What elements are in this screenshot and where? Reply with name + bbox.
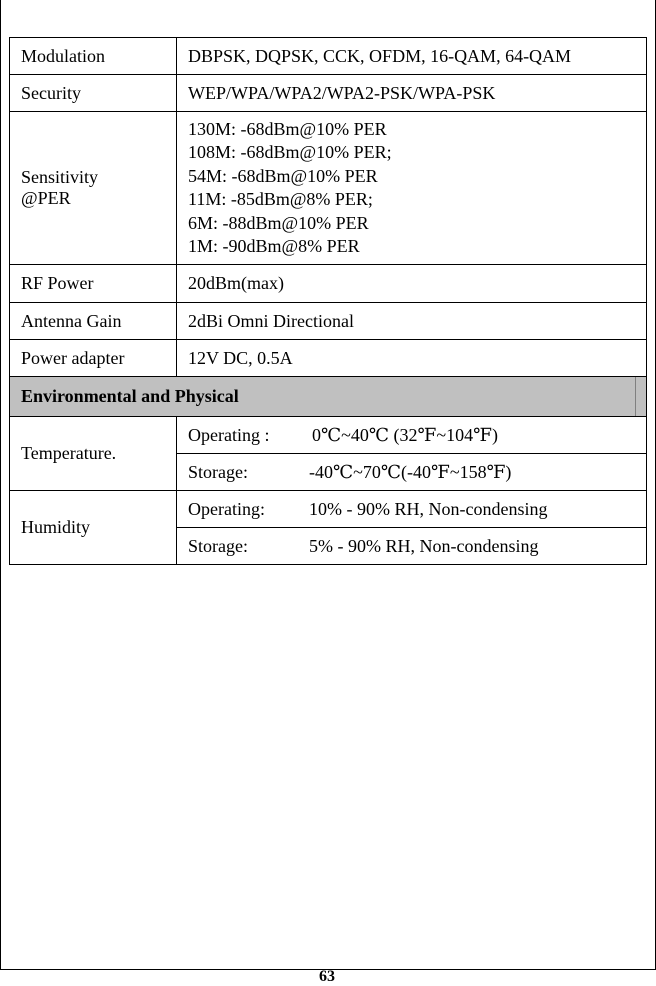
humidity-storage-label: Storage: <box>188 535 248 556</box>
row-label: Temperature. <box>10 417 177 491</box>
table-row-sensitivity <box>10 112 647 265</box>
row-value <box>177 491 647 528</box>
row-value: 20dBm(max) <box>177 265 647 303</box>
section-header-row <box>10 377 647 417</box>
page-number: 63 <box>319 968 335 985</box>
specifications-table <box>9 37 647 565</box>
table-row-antenna-gain <box>10 303 647 340</box>
row-value <box>177 112 647 265</box>
row-value <box>177 454 647 491</box>
temperature-operating-label: Operating : <box>188 424 270 445</box>
row-value <box>177 528 647 565</box>
row-value: 12V DC, 0.5A <box>177 340 647 377</box>
table-row-temperature-operating <box>10 417 647 454</box>
sensitivity-line: 1M: -90dBm@8% PER <box>188 236 360 256</box>
sensitivity-line: 108M: -68dBm@10% PER; <box>188 142 392 162</box>
row-label: Antenna Gain <box>10 303 177 340</box>
row-label <box>10 112 177 265</box>
table-row-security <box>10 75 647 112</box>
row-value: 2dBi Omni Directional <box>177 303 647 340</box>
row-label: RF Power <box>10 265 177 303</box>
section-header <box>10 377 647 417</box>
row-label-line: Sensitivity <box>21 167 99 187</box>
row-value <box>177 417 647 454</box>
row-label: Power adapter <box>10 340 177 377</box>
temperature-operating-value: 0℃~40℃ (32℉~104℉) <box>312 424 498 445</box>
table-row-power-adapter <box>10 340 647 377</box>
temperature-storage-value: -40℃~70℃(-40℉~158℉) <box>309 461 512 482</box>
humidity-storage-value: 5% - 90% RH, Non-condensing <box>309 535 539 556</box>
row-label-line: @PER <box>21 188 71 208</box>
row-label: Security <box>10 75 177 112</box>
row-value: WEP/WPA/WPA2/WPA2-PSK/WPA-PSK <box>177 75 647 112</box>
temperature-storage-label: Storage: <box>188 461 248 482</box>
table-row-modulation <box>10 38 647 75</box>
section-title: Environmental and Physical <box>21 386 239 406</box>
sensitivity-line: 6M: -88dBm@10% PER <box>188 212 369 233</box>
table-row-rf-power <box>10 265 647 303</box>
sensitivity-line: 11M: -85dBm@8% PER; <box>188 189 373 209</box>
humidity-operating-label: Operating: <box>188 498 265 519</box>
humidity-operating-value: 10% - 90% RH, Non-condensing <box>309 498 548 519</box>
row-label: Modulation <box>10 38 177 75</box>
table-row-humidity-operating <box>10 491 647 528</box>
row-label: Humidity <box>10 491 177 565</box>
sensitivity-line: 54M: -68dBm@10% PER <box>188 165 378 186</box>
sensitivity-line: 130M: -68dBm@10% PER <box>188 118 387 139</box>
section-divider <box>635 377 636 416</box>
row-value: DBPSK, DQPSK, CCK, OFDM, 16-QAM, 64-QAM <box>177 38 647 75</box>
